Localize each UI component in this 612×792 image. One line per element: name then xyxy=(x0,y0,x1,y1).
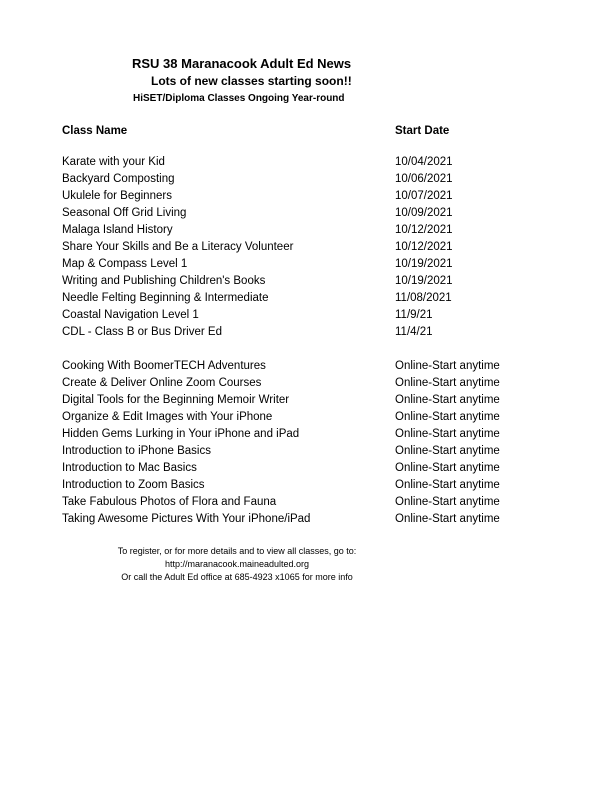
table-row xyxy=(62,222,562,239)
class-name: Ukulele for Beginners xyxy=(62,190,172,202)
scheduled-classes-table xyxy=(62,154,562,341)
class-name: Create & Deliver Online Zoom Courses xyxy=(62,377,262,389)
table-row xyxy=(62,392,562,409)
start-date: 10/19/2021 xyxy=(395,258,453,270)
table-row xyxy=(62,171,562,188)
start-date: Online-Start anytime xyxy=(395,462,500,474)
start-date: 10/09/2021 xyxy=(395,207,453,219)
table-row xyxy=(62,273,562,290)
start-date: Online-Start anytime xyxy=(395,428,500,440)
start-date: Online-Start anytime xyxy=(395,479,500,491)
class-name: Introduction to Zoom Basics xyxy=(62,479,205,491)
table-row xyxy=(62,358,562,375)
start-date: Online-Start anytime xyxy=(395,513,500,525)
table-row xyxy=(62,443,562,460)
start-date: 10/19/2021 xyxy=(395,275,453,287)
start-date: Online-Start anytime xyxy=(395,360,500,372)
page-subtitle: Lots of new classes starting soon!! xyxy=(151,74,352,88)
ongoing-note: HiSET/Diploma Classes Ongoing Year-round xyxy=(133,93,345,104)
table-row xyxy=(62,154,562,171)
table-row xyxy=(62,494,562,511)
class-name-header: Class Name xyxy=(62,125,128,137)
footer-url-link[interactable]: http://maranacook.maineadulted.org xyxy=(164,559,310,569)
table-row xyxy=(62,375,562,392)
start-date: 10/07/2021 xyxy=(395,190,453,202)
start-date: 11/4/21 xyxy=(395,326,433,338)
table-row xyxy=(62,511,562,528)
table-row xyxy=(62,460,562,477)
table-row xyxy=(62,307,562,324)
class-name: Share Your Skills and Be a Literacy Volunteer xyxy=(62,241,294,253)
table-row xyxy=(62,290,562,307)
class-name: Malaga Island History xyxy=(62,224,173,236)
start-date: Online-Start anytime xyxy=(395,394,500,406)
start-date: 10/12/2021 xyxy=(395,224,453,236)
start-date: Online-Start anytime xyxy=(395,411,500,423)
class-name: Digital Tools for the Beginning Memoir Writer xyxy=(62,394,290,406)
start-date-header: Start Date xyxy=(395,125,450,137)
class-name: Cooking With BoomerTECH Adventures xyxy=(62,360,266,372)
footer-line-phone: Or call the Adult Ed office at 685-4923 x1065 for more info xyxy=(121,572,353,582)
class-name: Take Fabulous Photos of Flora and Fauna xyxy=(62,496,277,508)
class-name: Writing and Publishing Children's Books xyxy=(62,275,266,287)
class-name: Organize & Edit Images with Your iPhone xyxy=(62,411,273,423)
class-name: Introduction to Mac Basics xyxy=(62,462,197,474)
class-name: Needle Felting Beginning & Intermediate xyxy=(62,292,269,304)
table-row xyxy=(62,324,562,341)
start-date: 10/04/2021 xyxy=(395,156,453,168)
start-date: 11/9/21 xyxy=(395,309,433,321)
class-name: Coastal Navigation Level 1 xyxy=(62,309,199,321)
class-name: Map & Compass Level 1 xyxy=(62,258,188,270)
class-name: Taking Awesome Pictures With Your iPhone/iPad xyxy=(62,513,311,525)
table-row xyxy=(62,239,562,256)
footer-line-register: To register, or for more details and to view all classes, go to: xyxy=(117,546,357,556)
class-name: Backyard Composting xyxy=(62,173,175,185)
start-date: Online-Start anytime xyxy=(395,377,500,389)
online-classes-table xyxy=(62,358,562,528)
table-row xyxy=(62,256,562,273)
table-row xyxy=(62,477,562,494)
class-name: Seasonal Off Grid Living xyxy=(62,207,187,219)
class-name: Introduction to iPhone Basics xyxy=(62,445,211,457)
table-row xyxy=(62,188,562,205)
table-row xyxy=(62,409,562,426)
class-name: CDL - Class B or Bus Driver Ed xyxy=(62,326,222,338)
table-row xyxy=(62,426,562,443)
start-date: Online-Start anytime xyxy=(395,445,500,457)
start-date: 10/12/2021 xyxy=(395,241,453,253)
class-name: Karate with your Kid xyxy=(62,156,165,168)
start-date: Online-Start anytime xyxy=(395,496,500,508)
class-name: Hidden Gems Lurking in Your iPhone and iPad xyxy=(62,428,300,440)
page-title: RSU 38 Maranacook Adult Ed News xyxy=(132,56,352,71)
start-date: 10/06/2021 xyxy=(395,173,453,185)
table-row xyxy=(62,205,562,222)
start-date: 11/08/2021 xyxy=(395,292,452,304)
registration-info xyxy=(62,545,412,584)
